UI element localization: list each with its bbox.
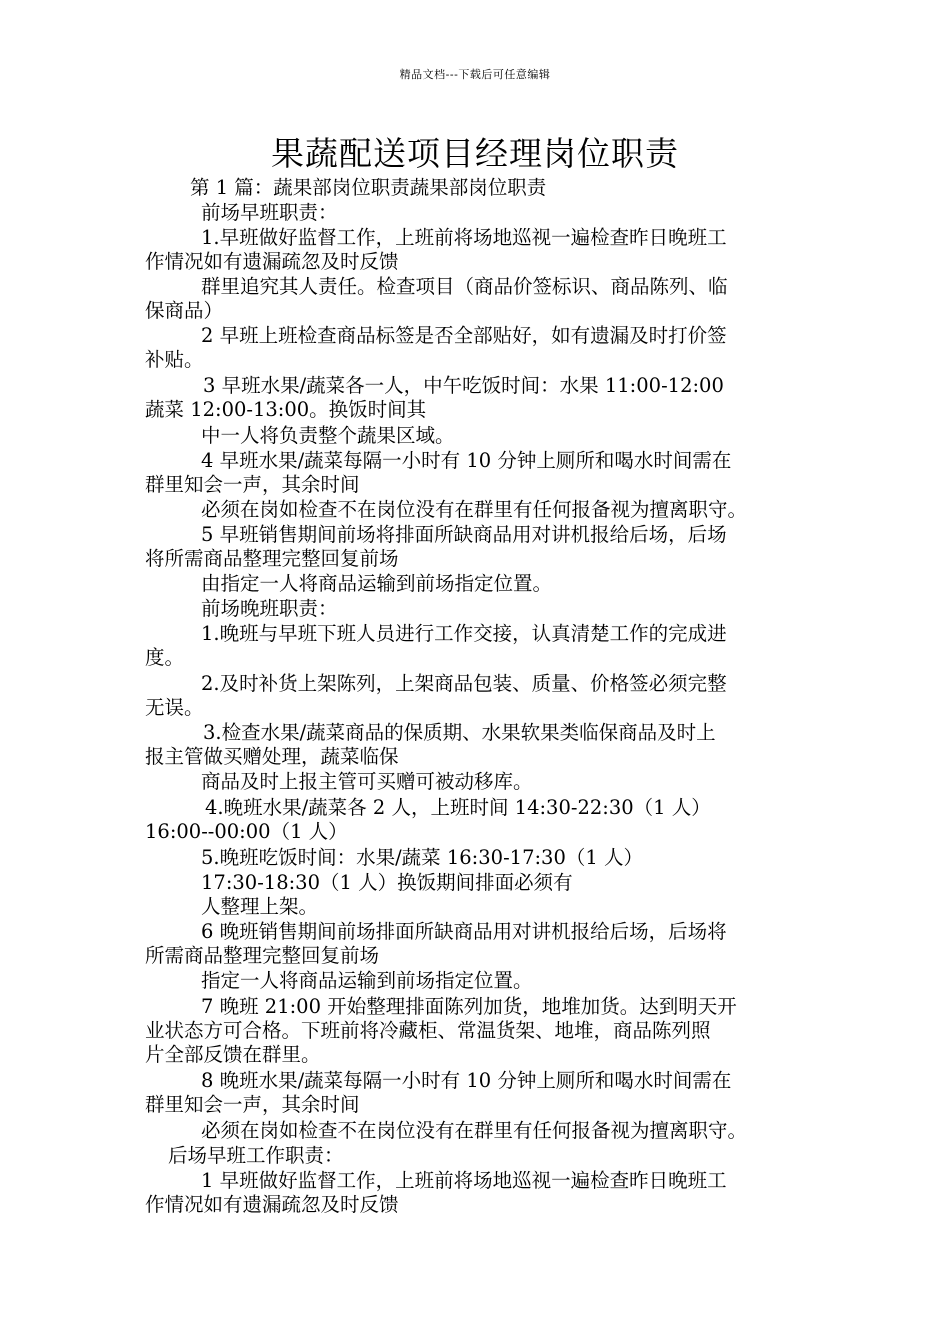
text-line: 16:00--00:00（1 人）: [145, 820, 348, 843]
text-line: 第 1 篇：蔬果部岗位职责蔬果部岗位职责: [190, 176, 547, 199]
text-line: 度。: [145, 646, 185, 669]
text-line: 所需商品整理完整回复前场: [145, 944, 380, 967]
text-line: 群里追究其人责任。检查项目（商品价签标识、商品陈列、临: [201, 275, 728, 298]
text-line: 将所需商品整理完整回复前场: [145, 547, 399, 570]
document-title: 果蔬配送项目经理岗位职责: [271, 134, 679, 173]
text-line: 4 早班水果/蔬菜每隔一小时有 10 分钟上厕所和喝水时间需在: [201, 449, 732, 472]
text-line: 必须在岗如检查不在岗位没有在群里有任何报备视为擅离职守。: [201, 498, 748, 521]
text-line: 由指定一人将商品运输到前场指定位置。: [201, 572, 553, 595]
text-line: 片全部反馈在群里。: [145, 1043, 321, 1066]
text-line: 保商品）: [145, 299, 224, 322]
text-line: 2 早班上班检查商品标签是否全部贴好，如有遗漏及时打价签: [201, 324, 727, 347]
text-line: 无误。: [145, 696, 204, 719]
text-line: 17:30-18:30（1 人）换饭期间排面必须有: [201, 871, 573, 894]
text-line: 群里知会一声，其余时间: [145, 473, 360, 496]
text-line: 中一人将负责整个蔬果区域。: [201, 424, 455, 447]
text-line: 3.检查水果/蔬菜商品的保质期、水果软果类临保商品及时上: [203, 721, 716, 744]
text-line: 1.早班做好监督工作，上班前将场地巡视一遍检查昨日晚班工: [201, 226, 727, 249]
text-line: 前场晚班职责：: [201, 597, 338, 620]
text-line: 作情况如有遗漏疏忽及时反馈: [145, 1193, 399, 1216]
text-line: 补贴。: [145, 348, 204, 371]
header-note: 精品文档---下载后可任意编辑: [399, 68, 551, 81]
text-line: 商品及时上报主管可买赠可被动移库。: [201, 770, 533, 793]
text-line: 6 晚班销售期间前场排面所缺商品用对讲机报给后场，后场将: [201, 920, 727, 943]
text-line: 5 早班销售期间前场将排面所缺商品用对讲机报给后场，后场: [201, 523, 727, 546]
text-line: 2.及时补货上架陈列，上架商品包装、质量、价格签必须完整: [201, 672, 727, 695]
text-line: 蔬菜 12:00-13:00。换饭时间其: [145, 398, 427, 421]
text-line: 群里知会一声，其余时间: [145, 1093, 360, 1116]
text-line: 5.晚班吃饭时间：水果/蔬菜 16:30-17:30（1 人）: [201, 846, 643, 869]
text-line: 作情况如有遗漏疏忽及时反馈: [145, 250, 399, 273]
text-line: 前场早班职责：: [201, 201, 338, 224]
text-line: 4.晚班水果/蔬菜各 2 人，上班时间 14:30-22:30（1 人）: [205, 796, 711, 819]
text-line: 必须在岗如检查不在岗位没有在群里有任何报备视为擅离职守。: [201, 1119, 748, 1142]
text-line: 7 晚班 21:00 开始整理排面陈列加货，地堆加货。达到明天开: [201, 995, 737, 1018]
text-line: 1.晚班与早班下班人员进行工作交接，认真清楚工作的完成进: [201, 622, 727, 645]
text-line: 业状态方可合格。下班前将冷藏柜、常温货架、地堆，商品陈列照: [145, 1019, 711, 1042]
text-line: 8 晚班水果/蔬菜每隔一小时有 10 分钟上厕所和喝水时间需在: [201, 1069, 732, 1092]
text-line: 人整理上架。: [201, 895, 319, 918]
text-line: 1 早班做好监督工作，上班前将场地巡视一遍检查昨日晚班工: [201, 1169, 727, 1192]
text-line: 后场早班工作职责：: [168, 1144, 344, 1167]
text-line: 报主管做买赠处理，蔬菜临保: [145, 745, 399, 768]
text-line: 指定一人将商品运输到前场指定位置。: [201, 969, 533, 992]
text-line: 3 早班水果/蔬菜各一人，中午吃饭时间：水果 11:00-12:00: [203, 374, 724, 397]
